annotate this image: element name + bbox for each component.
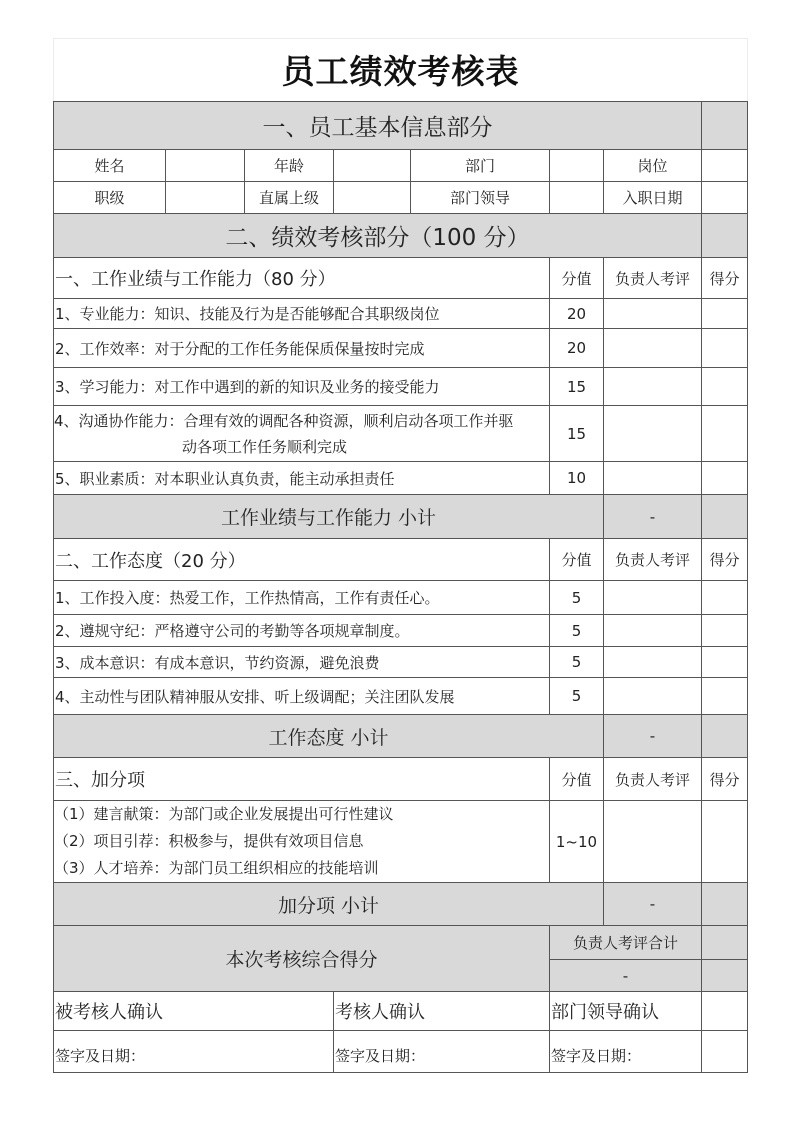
part1-item-reviewer[interactable] (603, 405, 702, 462)
part2-item-reviewer[interactable] (603, 580, 702, 615)
field-department-leader[interactable] (549, 181, 604, 214)
part1-item-score[interactable] (701, 461, 748, 495)
col-score: 得分 (701, 538, 748, 581)
reviewer-total-extra (701, 925, 748, 960)
part1-subtotal-score[interactable] (701, 494, 748, 539)
part3-item: （3）人才培养：为部门员工组织相应的技能培训 (54, 859, 379, 877)
part1-item-text-line1: 4、沟通协作能力：合理有效的调配各种资源，顺利启动各项工作并驱 (54, 411, 514, 430)
col-score: 得分 (701, 757, 748, 801)
part1-item-score[interactable] (701, 298, 748, 329)
section1-header: 一、员工基本信息部分 (53, 101, 702, 150)
part2-subtotal-value: - (603, 714, 702, 758)
signature-reviewer-label: 考核人确认 (333, 991, 550, 1031)
field-department[interactable] (549, 149, 604, 182)
part1-item-text: 3、学习能力：对工作中遇到的新的知识及业务的接受能力 (53, 367, 550, 406)
part2-item-value: 5 (549, 677, 604, 715)
label-direct-supervisor: 直属上级 (244, 181, 334, 214)
part3-title: 三、加分项 (53, 757, 550, 801)
part2-item-text: 2、遵规守纪：严格遵守公司的考勤等各项规章制度。 (53, 614, 550, 647)
part1-item-reviewer[interactable] (603, 298, 702, 329)
col-reviewer: 负责人考评 (603, 257, 702, 299)
signature-leader-label: 部门领导确认 (549, 991, 702, 1031)
signature-extra (701, 991, 748, 1031)
part2-subtotal-score[interactable] (701, 714, 748, 758)
page-title: 员工绩效考核表 (281, 52, 520, 91)
part2-item-reviewer[interactable] (603, 677, 702, 715)
section2-header-extra (701, 213, 748, 258)
field-direct-supervisor[interactable] (333, 181, 411, 214)
label-position: 岗位 (603, 149, 702, 182)
part2-item-score[interactable] (701, 677, 748, 715)
part1-item-value: 20 (549, 328, 604, 368)
label-department-leader: 部门领导 (410, 181, 550, 214)
col-score-value: 分值 (549, 257, 604, 299)
reviewer-total-value: - (549, 959, 702, 992)
part1-item-value: 15 (549, 405, 604, 462)
part1-item-value: 10 (549, 461, 604, 495)
part1-item-text-line2: 动各项工作任务顺利完成 (182, 437, 348, 456)
signature-leader-date[interactable]: 签字及日期： (549, 1030, 702, 1073)
part3-subtotal-score[interactable] (701, 882, 748, 926)
field-rank[interactable] (165, 181, 245, 214)
label-name: 姓名 (53, 149, 166, 182)
part2-item-value: 5 (549, 614, 604, 647)
part1-item-text (53, 405, 550, 462)
col-score-value: 分值 (549, 538, 604, 581)
part1-item-reviewer[interactable] (603, 461, 702, 495)
part1-item-score[interactable] (701, 367, 748, 406)
part2-title: 二、工作态度（20 分） (53, 538, 550, 581)
field-hire-date[interactable] (701, 181, 748, 214)
part1-item-value: 20 (549, 298, 604, 329)
part1-item-score[interactable] (701, 328, 748, 368)
part1-subtotal-label: 工作业绩与工作能力 小计 (53, 494, 604, 539)
part3-value: 1~10 (549, 800, 604, 883)
field-name[interactable] (165, 149, 245, 182)
col-score: 得分 (701, 257, 748, 299)
signature-employee-date[interactable]: 签字及日期： (53, 1030, 334, 1073)
col-score-value: 分值 (549, 757, 604, 801)
part3-item: （2）项目引荐：积极参与，提供有效项目信息 (54, 832, 364, 850)
part2-item-reviewer[interactable] (603, 614, 702, 647)
col-reviewer: 负责人考评 (603, 538, 702, 581)
signature-reviewer-date[interactable]: 签字及日期： (333, 1030, 550, 1073)
part1-item-score[interactable] (701, 405, 748, 462)
part1-title: 一、工作业绩与工作能力（80 分） (53, 257, 550, 299)
part3-score[interactable] (701, 800, 748, 883)
part2-item-score[interactable] (701, 614, 748, 647)
part2-item-text: 3、成本意识：有成本意识，节约资源，避免浪费 (53, 646, 550, 678)
section1-header-extra (701, 101, 748, 150)
part2-item-value: 5 (549, 646, 604, 678)
label-hire-date: 入职日期 (603, 181, 702, 214)
part1-item-text: 5、职业素质：对本职业认真负责，能主动承担责任 (53, 461, 550, 495)
field-age[interactable] (333, 149, 411, 182)
part1-subtotal-value: - (603, 494, 702, 539)
label-rank: 职级 (53, 181, 166, 214)
part2-item-score[interactable] (701, 646, 748, 678)
part2-item-text: 4、主动性与团队精神服从安排、听上级调配；关注团队发展 (53, 677, 550, 715)
label-age: 年龄 (244, 149, 334, 182)
part1-item-text: 1、专业能力：知识、技能及行为是否能够配合其职级岗位 (53, 298, 550, 329)
reviewer-total-label: 负责人考评合计 (549, 925, 702, 960)
field-position[interactable] (701, 149, 748, 182)
part1-item-text: 2、工作效率：对于分配的工作任务能保质保量按时完成 (53, 328, 550, 368)
part3-reviewer[interactable] (603, 800, 702, 883)
signature-extra-date (701, 1030, 748, 1073)
part2-item-value: 5 (549, 580, 604, 615)
reviewer-total-score[interactable] (701, 959, 748, 992)
part2-subtotal-label: 工作态度 小计 (53, 714, 604, 758)
part1-item-reviewer[interactable] (603, 328, 702, 368)
part3-items (53, 800, 550, 883)
part1-item-value: 15 (549, 367, 604, 406)
part3-subtotal-label: 加分项 小计 (53, 882, 604, 926)
col-reviewer: 负责人考评 (603, 757, 702, 801)
part2-item-text: 1、工作投入度：热爱工作，工作热情高，工作有责任心。 (53, 580, 550, 615)
section2-header: 二、绩效考核部分（100 分） (53, 213, 702, 258)
part3-item: （1）建言献策：为部门或企业发展提出可行性建议 (54, 805, 394, 823)
label-department: 部门 (410, 149, 550, 182)
signature-employee-label: 被考核人确认 (53, 991, 334, 1031)
part2-item-score[interactable] (701, 580, 748, 615)
part1-item-reviewer[interactable] (603, 367, 702, 406)
part3-subtotal-value: - (603, 882, 702, 926)
summary-label: 本次考核综合得分 (53, 925, 550, 992)
part2-item-reviewer[interactable] (603, 646, 702, 678)
